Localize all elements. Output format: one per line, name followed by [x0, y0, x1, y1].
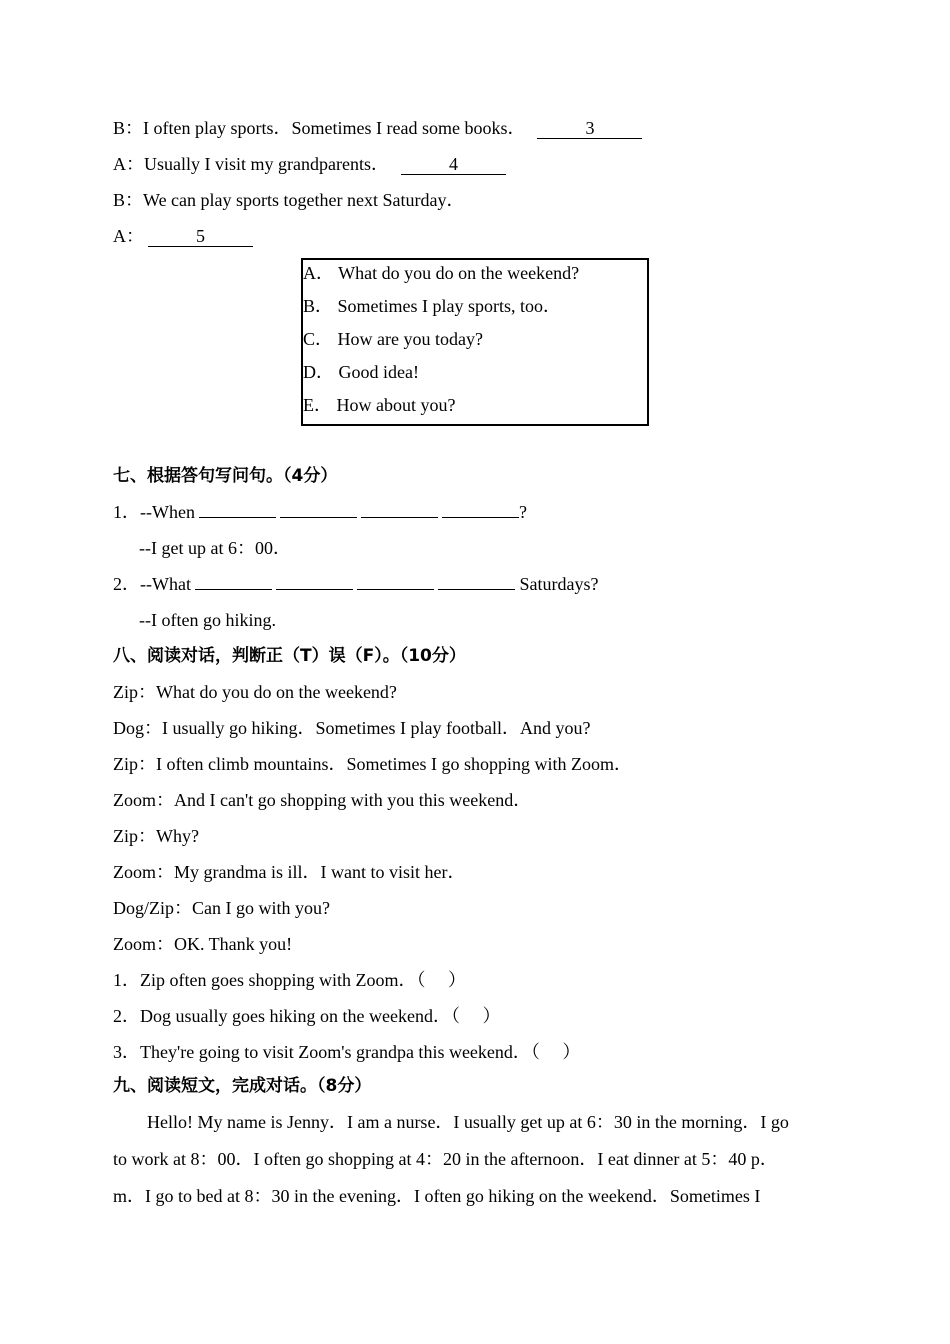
speaker: A：: [113, 154, 144, 174]
section-9: [113, 1068, 833, 1215]
speaker: B：: [113, 118, 144, 138]
section-7-heading: 七、根据答句写问句。（4分）: [113, 466, 338, 486]
dialogue-line: [113, 218, 642, 254]
blank[interactable]: [199, 497, 276, 518]
option-d: D． Good idea!: [303, 362, 419, 382]
passage-line: Hello! My name is Jenny．I am a nurse．I usually get up at 6：30 in the morning．I go: [147, 1112, 789, 1132]
section-9-heading: 九、阅读短文，完成对话。（8分）: [113, 1076, 372, 1096]
dialogue-line: [113, 182, 642, 218]
option-e: E． How about you?: [303, 395, 456, 415]
option-a: A． What do you do on the weekend?: [303, 263, 580, 283]
dialogue-line: Dog/Zip：Can I go with you?: [113, 898, 330, 918]
dialogue-top: [113, 110, 642, 254]
dialogue-line: Zoom：OK. Thank you!: [113, 934, 293, 954]
question-text: 2．--What: [113, 574, 191, 594]
option-b: B． Sometimes I play sports, too．: [303, 296, 561, 316]
tf-question[interactable]: 3．They're going to visit Zoom's grandpa this weekend．（ ）: [113, 1042, 581, 1062]
options-box: [301, 258, 649, 426]
blank[interactable]: [276, 569, 353, 590]
line-text: We can play sports together next Saturday．: [143, 190, 465, 210]
passage-line: to work at 8：00．I often go shopping at 4：20 in the afternoon．I eat dinner at 5：40 p．: [113, 1149, 778, 1169]
tf-question[interactable]: 1．Zip often goes shopping with Zoom．（ ）: [113, 970, 466, 990]
tf-question[interactable]: 2．Dog usually goes hiking on the weekend．（ ）: [113, 1006, 501, 1026]
speaker: A：: [113, 226, 144, 246]
passage-line: m．I go to bed at 8：30 in the evening．I often go hiking on the weekend．Sometimes I: [113, 1186, 761, 1206]
line-text: Usually I visit my grandparents．: [144, 154, 389, 174]
speaker: B：: [113, 190, 144, 210]
dialogue-line: Zip：I often climb mountains．Sometimes I go shopping with Zoom．: [113, 754, 632, 774]
answer-blank[interactable]: 5: [148, 226, 253, 247]
dialogue-line: Zoom：My grandma is ill．I want to visit her．: [113, 862, 466, 882]
dialogue-line: Zoom：And I can't go shopping with you this weekend．: [113, 790, 532, 810]
sections-7-8: [113, 458, 632, 1070]
question-end: Saturdays?: [519, 574, 599, 594]
dialogue-line: Zip：What do you do on the weekend?: [113, 682, 397, 702]
blank[interactable]: [357, 569, 434, 590]
blank[interactable]: [195, 569, 272, 590]
dialogue-line: Zip：Why?: [113, 826, 199, 846]
answer-2: --I often go hiking.: [139, 610, 276, 630]
option-c: C． How are you today?: [303, 329, 483, 349]
line-text: I often play sports．Sometimes I read some books．: [143, 118, 526, 138]
dialogue-line: Dog：I usually go hiking．Sometimes I play football．And you?: [113, 718, 591, 738]
answer-blank[interactable]: 4: [401, 154, 506, 175]
blank[interactable]: [361, 497, 438, 518]
question-2: [113, 566, 632, 602]
blank[interactable]: [280, 497, 357, 518]
question-end: ?: [518, 502, 527, 522]
question-1: [113, 494, 632, 530]
dialogue-line: [113, 110, 642, 146]
answer-blank[interactable]: 3: [537, 118, 642, 139]
answer-1: --I get up at 6：00．: [139, 538, 291, 558]
section-8-heading: 八、阅读对话，判断正（T）误（F）。（10分）: [113, 646, 466, 666]
dialogue-line: [113, 146, 642, 182]
question-text: 1．--When: [113, 502, 195, 522]
blank[interactable]: [442, 497, 519, 518]
blank[interactable]: [438, 569, 515, 590]
